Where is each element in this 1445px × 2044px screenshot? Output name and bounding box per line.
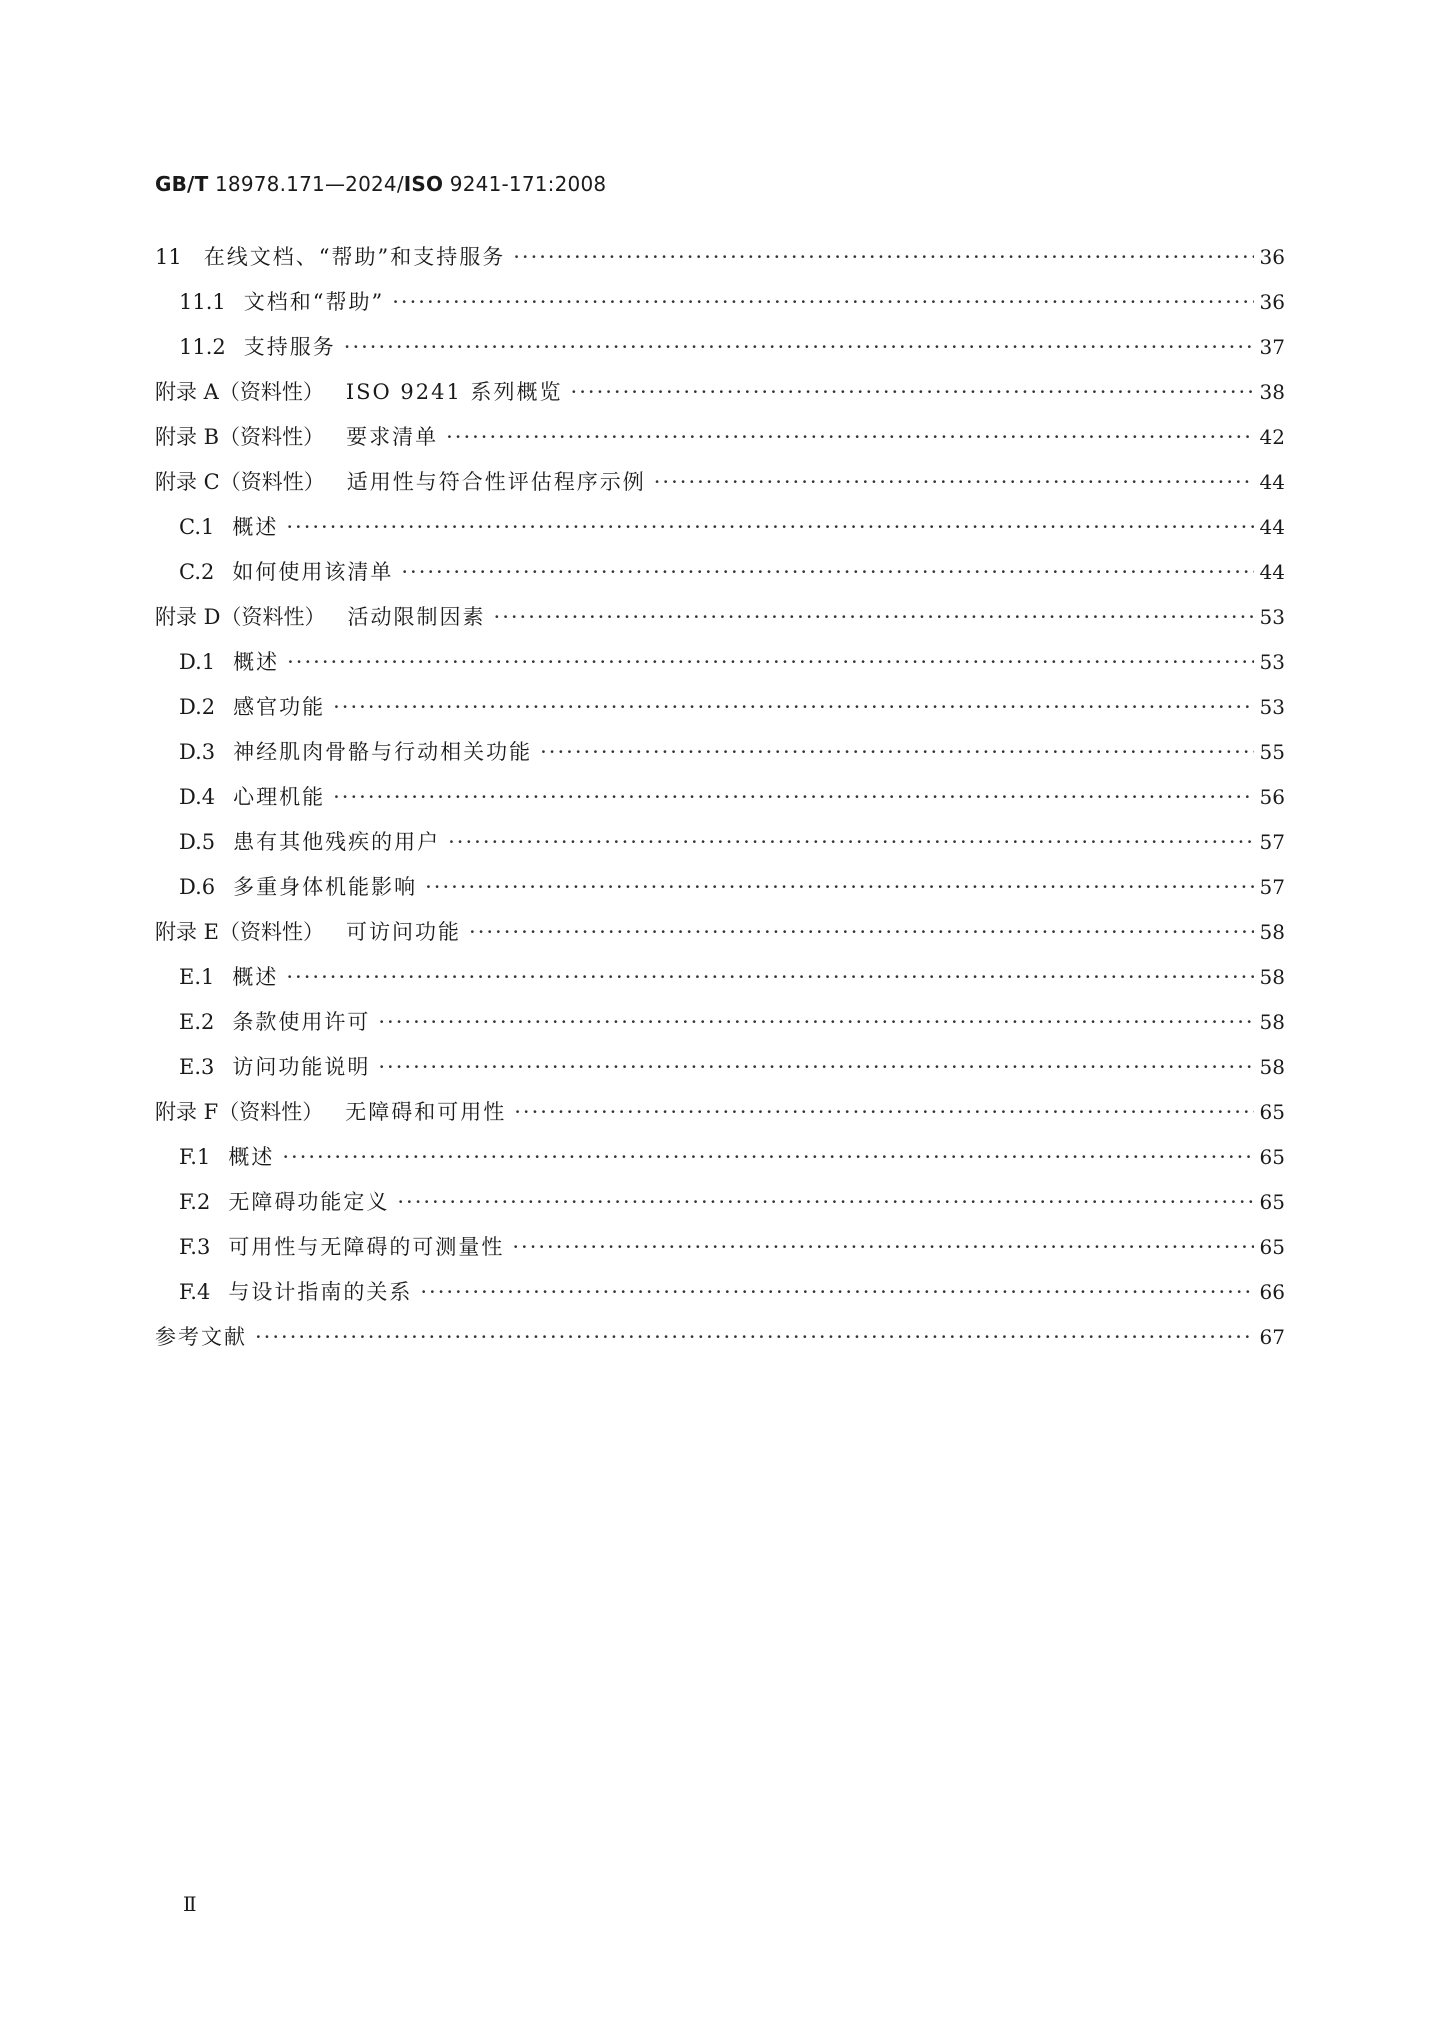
table-of-contents [155, 235, 1285, 1360]
toc-entry-page: 66 [1259, 1280, 1285, 1304]
toc-entry-number: 附录 F（资料性） [155, 1100, 324, 1124]
toc-dot-leader [448, 820, 1253, 865]
toc-dot-leader [446, 415, 1253, 460]
toc-dot-leader [287, 640, 1253, 685]
toc-entry[interactable] [155, 1000, 1285, 1045]
toc-entry-number: C.2 [179, 560, 215, 584]
toc-entry-page: 53 [1259, 695, 1285, 719]
toc-entry-page: 58 [1259, 920, 1285, 944]
toc-entry-page: 65 [1259, 1100, 1285, 1124]
toc-entry-title: 可访问功能 [346, 920, 462, 944]
iso-prefix: ISO [403, 172, 444, 196]
toc-entry-number: E.1 [179, 965, 215, 989]
toc-entry[interactable] [155, 235, 1285, 280]
toc-entry-page: 53 [1259, 605, 1285, 629]
document-header [155, 172, 606, 196]
toc-entry[interactable] [155, 1315, 1285, 1360]
toc-entry[interactable] [155, 1135, 1285, 1180]
toc-entry-number: F.4 [179, 1280, 211, 1304]
toc-entry[interactable] [155, 595, 1285, 640]
toc-entry-number: D.6 [179, 875, 216, 899]
toc-entry-title: 无障碍和可用性 [345, 1100, 507, 1124]
toc-entry[interactable] [155, 865, 1285, 910]
toc-dot-leader [513, 235, 1253, 280]
toc-entry[interactable] [155, 820, 1285, 865]
toc-entry-number: F.3 [179, 1235, 211, 1259]
toc-dot-leader [420, 1270, 1253, 1315]
toc-entry-page: 37 [1259, 335, 1285, 359]
toc-dot-leader [397, 1180, 1253, 1225]
toc-entry-page: 36 [1259, 245, 1285, 269]
toc-dot-leader [333, 685, 1253, 730]
toc-entry-title: 患有其他残疾的用户 [233, 830, 441, 854]
toc-entry-number: 11 [155, 245, 182, 269]
toc-entry-title: 神经肌肉骨骼与行动相关功能 [233, 740, 533, 764]
toc-entry-number: 附录 C（资料性） [155, 470, 325, 494]
toc-entry-title: 心理机能 [233, 785, 326, 809]
toc-dot-leader [540, 730, 1253, 775]
toc-entry-title: 如何使用该清单 [232, 560, 394, 584]
toc-dot-leader [378, 1045, 1253, 1090]
toc-entry-page: 55 [1259, 740, 1285, 764]
toc-entry-page: 67 [1259, 1325, 1285, 1349]
toc-entry-page: 42 [1259, 425, 1285, 449]
toc-entry-number: D.4 [179, 785, 216, 809]
toc-dot-leader [286, 505, 1253, 550]
toc-entry-page: 44 [1259, 515, 1285, 539]
toc-entry-page: 44 [1259, 560, 1285, 584]
toc-dot-leader [392, 280, 1253, 325]
toc-entry-title: 活动限制因素 [347, 605, 486, 629]
toc-entry[interactable] [155, 415, 1285, 460]
toc-entry-page: 38 [1259, 380, 1285, 404]
toc-entry[interactable] [155, 325, 1285, 370]
toc-dot-leader [333, 775, 1253, 820]
toc-entry-page: 44 [1259, 470, 1285, 494]
toc-entry-number: 附录 E（资料性） [155, 920, 325, 944]
toc-entry[interactable] [155, 370, 1285, 415]
toc-entry-title: 支持服务 [243, 335, 336, 359]
standard-prefix: GB/T [155, 172, 209, 196]
toc-entry-page: 58 [1259, 1010, 1285, 1034]
toc-dot-leader [286, 955, 1253, 1000]
toc-entry-title: 在线文档、“帮助”和支持服务 [203, 245, 506, 269]
standard-number: 18978.171—2024/ [214, 172, 404, 196]
toc-entry[interactable] [155, 280, 1285, 325]
toc-entry-number: 附录 B（资料性） [155, 425, 325, 449]
toc-dot-leader [378, 1000, 1253, 1045]
toc-entry-title: 概述 [228, 1145, 275, 1169]
toc-entry[interactable] [155, 730, 1285, 775]
toc-entry[interactable] [155, 505, 1285, 550]
toc-entry-number: F.2 [179, 1190, 211, 1214]
toc-entry[interactable] [155, 910, 1285, 955]
toc-dot-leader [425, 865, 1253, 910]
toc-entry-number: D.3 [179, 740, 216, 764]
toc-entry[interactable] [155, 1270, 1285, 1315]
toc-entry-number: 11.2 [179, 335, 226, 359]
toc-entry-title: 文档和“帮助” [243, 290, 385, 314]
toc-entry-title: 无障碍功能定义 [228, 1190, 390, 1214]
toc-entry-page: 36 [1259, 290, 1285, 314]
toc-entry-page: 65 [1259, 1145, 1285, 1169]
toc-entry[interactable] [155, 955, 1285, 1000]
toc-entry-page: 53 [1259, 650, 1285, 674]
toc-dot-leader [571, 370, 1254, 415]
toc-entry-title: 要求清单 [346, 425, 439, 449]
toc-entry-title: 访问功能说明 [232, 1055, 371, 1079]
toc-entry-number: 附录 A（资料性） [155, 380, 324, 404]
toc-entry-number: E.2 [179, 1010, 215, 1034]
toc-entry-title: 概述 [233, 650, 280, 674]
toc-entry[interactable] [155, 460, 1285, 505]
toc-entry[interactable] [155, 1225, 1285, 1270]
toc-entry-title: 感官功能 [233, 695, 326, 719]
toc-entry-title: 概述 [232, 965, 279, 989]
iso-number: 9241-171:2008 [449, 172, 607, 196]
toc-entry-page: 58 [1259, 1055, 1285, 1079]
toc-entry-number: D.5 [179, 830, 216, 854]
toc-entry-title: ISO 9241 系列概览 [345, 380, 563, 404]
toc-dot-leader [255, 1315, 1254, 1360]
toc-dot-leader [494, 595, 1254, 640]
toc-entry-title: 适用性与符合性评估程序示例 [346, 470, 646, 494]
toc-entry-number: C.1 [179, 515, 215, 539]
toc-entry-title: 与设计指南的关系 [228, 1280, 413, 1304]
toc-entry-title: 可用性与无障碍的可测量性 [228, 1235, 505, 1259]
toc-entry-number: 附录 D（资料性） [155, 605, 326, 629]
toc-entry[interactable] [155, 1045, 1285, 1090]
toc-entry[interactable] [155, 685, 1285, 730]
toc-dot-leader [401, 550, 1253, 595]
toc-entry-title: 参考文献 [155, 1325, 247, 1349]
toc-dot-leader [344, 325, 1254, 370]
toc-entry-page: 57 [1259, 830, 1285, 854]
toc-dot-leader [469, 910, 1254, 955]
toc-entry-page: 65 [1259, 1235, 1285, 1259]
toc-dot-leader [654, 460, 1254, 505]
toc-entry-number: D.1 [179, 650, 216, 674]
toc-entry[interactable] [155, 550, 1285, 595]
page-number: Ⅱ [183, 1892, 197, 1916]
toc-entry-page: 65 [1259, 1190, 1285, 1214]
toc-dot-leader [512, 1225, 1253, 1270]
toc-dot-leader [282, 1135, 1253, 1180]
toc-dot-leader [514, 1090, 1253, 1135]
toc-entry-number: F.1 [179, 1145, 211, 1169]
toc-entry-page: 58 [1259, 965, 1285, 989]
toc-entry-title: 概述 [232, 515, 279, 539]
toc-entry-title: 条款使用许可 [232, 1010, 371, 1034]
toc-entry-page: 57 [1259, 875, 1285, 899]
toc-entry-number: D.2 [179, 695, 216, 719]
toc-entry[interactable] [155, 640, 1285, 685]
toc-entry-title: 多重身体机能影响 [233, 875, 418, 899]
toc-entry[interactable] [155, 775, 1285, 820]
toc-entry-page: 56 [1259, 785, 1285, 809]
toc-entry[interactable] [155, 1090, 1285, 1135]
toc-entry-number: E.3 [179, 1055, 215, 1079]
toc-entry-number: 11.1 [179, 290, 226, 314]
toc-entry[interactable] [155, 1180, 1285, 1225]
